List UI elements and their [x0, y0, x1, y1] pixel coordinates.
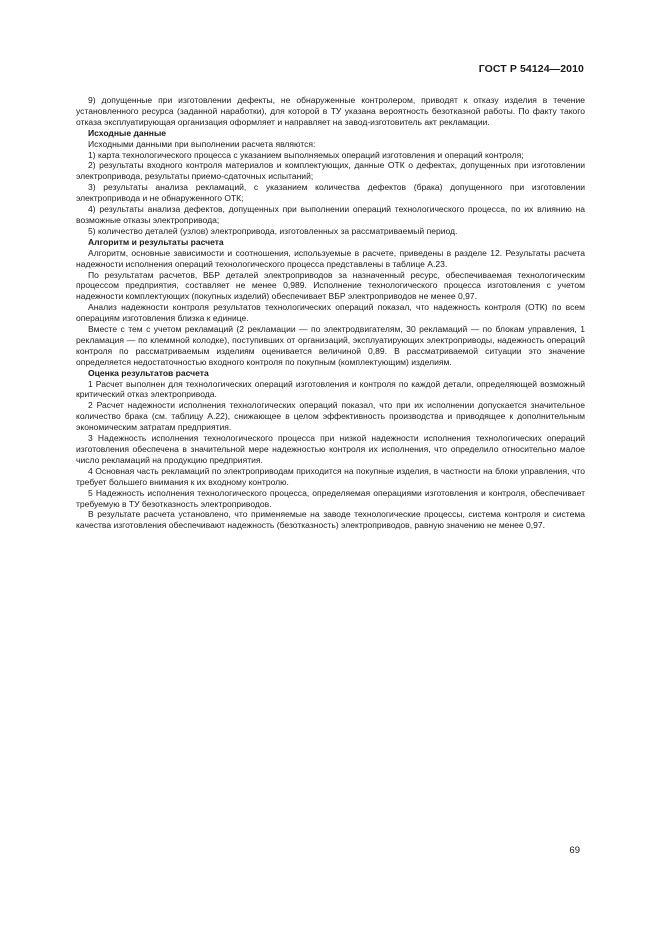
source-data-item-5: 5) количество деталей (узлов) электропривода, изготовленных за рассматриваемый период. — [88, 225, 458, 236]
algorithm-paragraph-3: Анализ надежности контроля результатов технологических операций показал, что надежность контроля (ОТК) по всем операциям изготовления близка к единице. — [76, 302, 585, 324]
document-id-header: ГОСТ Р 54124—2010 — [478, 63, 584, 75]
page-body — [76, 95, 585, 531]
page-number: 69 — [569, 845, 580, 856]
algorithm-paragraph-4: Вместе с тем с учетом рекламаций (2 рекламации — по электродвигателям, 30 рекламаций — по блокам управления, 1 рекламация — по клеммной колодке), поступивших от организаций, эксплуатирующих электроприводы, надежность операций контроля по рассматриваемым изделиям оценивается величиной 0,89. В рассматриваемой ситуации это значение определяется недостаточностью входного контроля по покупным (комплектующим) изделиям. — [76, 324, 585, 367]
source-data-item-3: 3) результаты анализа рекламаций, с указанием количества дефектов (брака) допущенного при изготовлении электропривода и не обнаруженного ОТК; — [76, 182, 585, 204]
evaluation-paragraph-2: 2 Расчет надежности исполнения технологических операций показал, что при их исполнении допускается значительное количество брака (см. таблицу А.22), снижающее в целом эффективность производства и приводящее к дополнительным экономическим затратам предприятия. — [76, 400, 585, 433]
evaluation-paragraph-4: 4 Основная часть рекламаций по электроприводам приходится на покупные изделия, в частности на блоки управления, что требует большего внимания к их входному контролю. — [76, 465, 585, 487]
evaluation-paragraph-1: 1 Расчет выполнен для технологических операций изготовления и контроля по каждой детали, определяющей возможный критический отказ электропривода. — [76, 378, 585, 400]
heading-source-data: Исходные данные — [88, 127, 167, 138]
intro-paragraph-item-9: 9) допущенные при изготовлении дефекты, не обнаруженные контролером, приводят к отказу изделия в течение установленного ресурса (заданной наработки), для которой в ТУ указана вероятность безотказной работы. По факту такого отказа эксплуатирующая организация оформляет и направляет на завод-изготовитель акт рекламации. — [76, 95, 585, 127]
source-data-lead: Исходными данными при выполнении расчета являются: — [88, 138, 316, 149]
evaluation-paragraph-5: 5 Надежность исполнения технологического процесса, определяемая операциями изготовления и контроля, обеспечивает требуемую в ТУ безотказность электроприводов. — [76, 487, 585, 509]
source-data-item-1: 1) карта технологического процесса с указанием выполняемых операций изготовления и операций контроля; — [88, 149, 524, 160]
evaluation-paragraph-3: 3 Надежность исполнения технологического процесса при низкой надежности исполнения технологических операций изготовления обеспечена в значительной мере надежностью контроля их исполнения, что определило относительно малое число рекламаций на продукцию предприятия. — [76, 433, 585, 465]
evaluation-conclusion: В результате расчета установлено, что применяемые на заводе технологические процессы, система контроля и система качества изготовления обеспечивают надежность (безотказность) электроприводов, равную значению не менее 0,97. — [76, 509, 585, 531]
source-data-item-4: 4) результаты анализа дефектов, допущенных при выполнении операций технологического процесса, по их влиянию на возможные отказы электропривода; — [76, 204, 585, 225]
heading-evaluation: Оценка результатов расчета — [88, 367, 209, 378]
heading-algorithm: Алгоритм и результаты расчета — [88, 236, 224, 247]
algorithm-paragraph-1: Алгоритм, основные зависимости и соотношения, используемые в расчете, приведены в разделе 12. Результаты расчета надежности исполнения операций технологического процесса представлены в таблице А.23. — [76, 247, 585, 269]
source-data-item-2: 2) результаты входного контроля материалов и комплектующих, данные ОТК о дефектах, допущенных при изготовлении электропривода, результаты приемо-сдаточных испытаний; — [76, 160, 585, 182]
algorithm-paragraph-2: По результатам расчетов, ВБР деталей электроприводов за назначенный ресурс, обеспечиваемая технологическим процессом предприятия, составляет не менее 0,989. Исполнение технологического процесса изготовления с учетом надежности комплектующих (покупных изделий) обеспечивает ВБР электроприводов не менее 0,97. — [76, 269, 585, 302]
